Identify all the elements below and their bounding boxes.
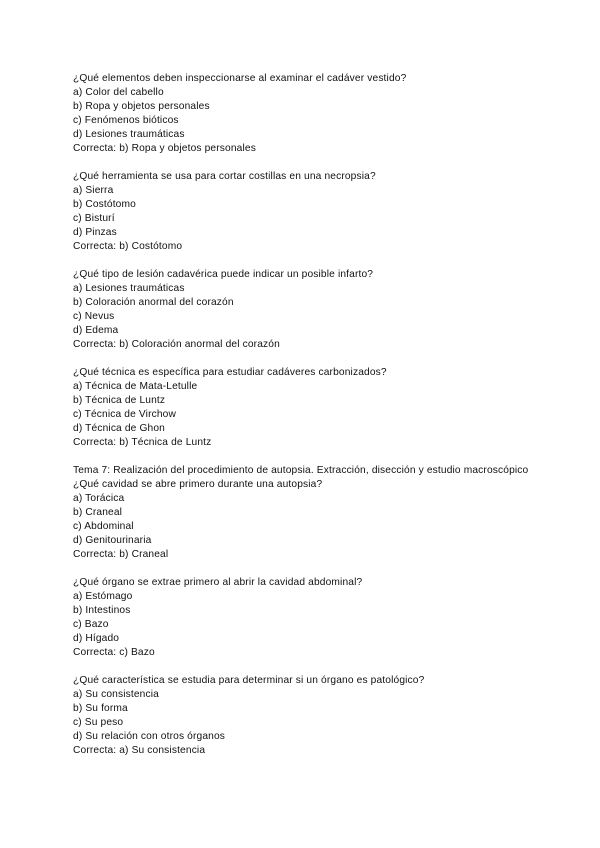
section-heading: Tema 7: Realización del procedimiento de autopsia. Extracción, disección y estudio macroscópico (73, 465, 529, 476)
option-c: c) Fenómenos bióticos (73, 115, 179, 126)
option-b: b) Coloración anormal del corazón (73, 297, 234, 308)
question-block-1 (73, 72, 543, 156)
option-b: b) Costótomo (73, 199, 136, 210)
option-b: b) Intestinos (73, 605, 131, 616)
option-d: d) Genitourinaria (73, 535, 152, 546)
correct-answer: Correcta: a) Su consistencia (73, 745, 206, 756)
option-c: c) Técnica de Virchow (73, 409, 176, 420)
option-d: d) Edema (73, 325, 119, 336)
option-b: b) Craneal (73, 507, 123, 518)
correct-answer: Correcta: c) Bazo (73, 647, 155, 658)
option-d: d) Lesiones traumáticas (73, 129, 185, 140)
option-a: a) Lesiones traumáticas (73, 283, 185, 294)
correct-answer: Correcta: b) Ropa y objetos personales (73, 143, 256, 154)
question-block-7 (73, 674, 543, 758)
option-c: c) Abdominal (73, 521, 134, 532)
option-b: b) Ropa y objetos personales (73, 101, 210, 112)
option-a: a) Su consistencia (73, 689, 159, 700)
option-c: c) Bisturí (73, 213, 115, 224)
question-block-2 (73, 170, 543, 254)
option-c: c) Su peso (73, 717, 124, 728)
option-d: d) Pinzas (73, 227, 117, 238)
question-block-3 (73, 268, 543, 352)
correct-answer: Correcta: b) Técnica de Luntz (73, 437, 212, 448)
question-text: ¿Qué tipo de lesión cadavérica puede indicar un posible infarto? (73, 269, 374, 280)
question-text: ¿Qué técnica es específica para estudiar cadáveres carbonizados? (73, 367, 387, 378)
question-block-4 (73, 366, 543, 450)
question-block-5 (73, 464, 543, 562)
option-a: a) Color del cabello (73, 87, 164, 98)
correct-answer: Correcta: b) Costótomo (73, 241, 183, 252)
option-c: c) Nevus (73, 311, 115, 322)
option-b: b) Técnica de Luntz (73, 395, 166, 406)
option-b: b) Su forma (73, 703, 128, 714)
question-text: ¿Qué cavidad se abre primero durante una autopsia? (73, 479, 323, 490)
correct-answer: Correcta: b) Coloración anormal del corazón (73, 339, 280, 350)
question-block-6 (73, 576, 543, 660)
question-text: ¿Qué órgano se extrae primero al abrir la cavidad abdominal? (73, 577, 363, 588)
option-a: a) Sierra (73, 185, 114, 196)
option-a: a) Estómago (73, 591, 133, 602)
question-text: ¿Qué elementos deben inspeccionarse al examinar el cadáver vestido? (73, 73, 407, 84)
option-a: a) Torácica (73, 493, 125, 504)
question-text: ¿Qué herramienta se usa para cortar costillas en una necropsia? (73, 171, 376, 182)
option-d: d) Hígado (73, 633, 120, 644)
document-content (73, 72, 543, 772)
option-c: c) Bazo (73, 619, 109, 630)
question-text: ¿Qué característica se estudia para determinar si un órgano es patológico? (73, 675, 425, 686)
option-d: d) Su relación con otros órganos (73, 731, 226, 742)
correct-answer: Correcta: b) Craneal (73, 549, 169, 560)
option-a: a) Técnica de Mata-Letulle (73, 381, 198, 392)
option-d: d) Técnica de Ghon (73, 423, 165, 434)
